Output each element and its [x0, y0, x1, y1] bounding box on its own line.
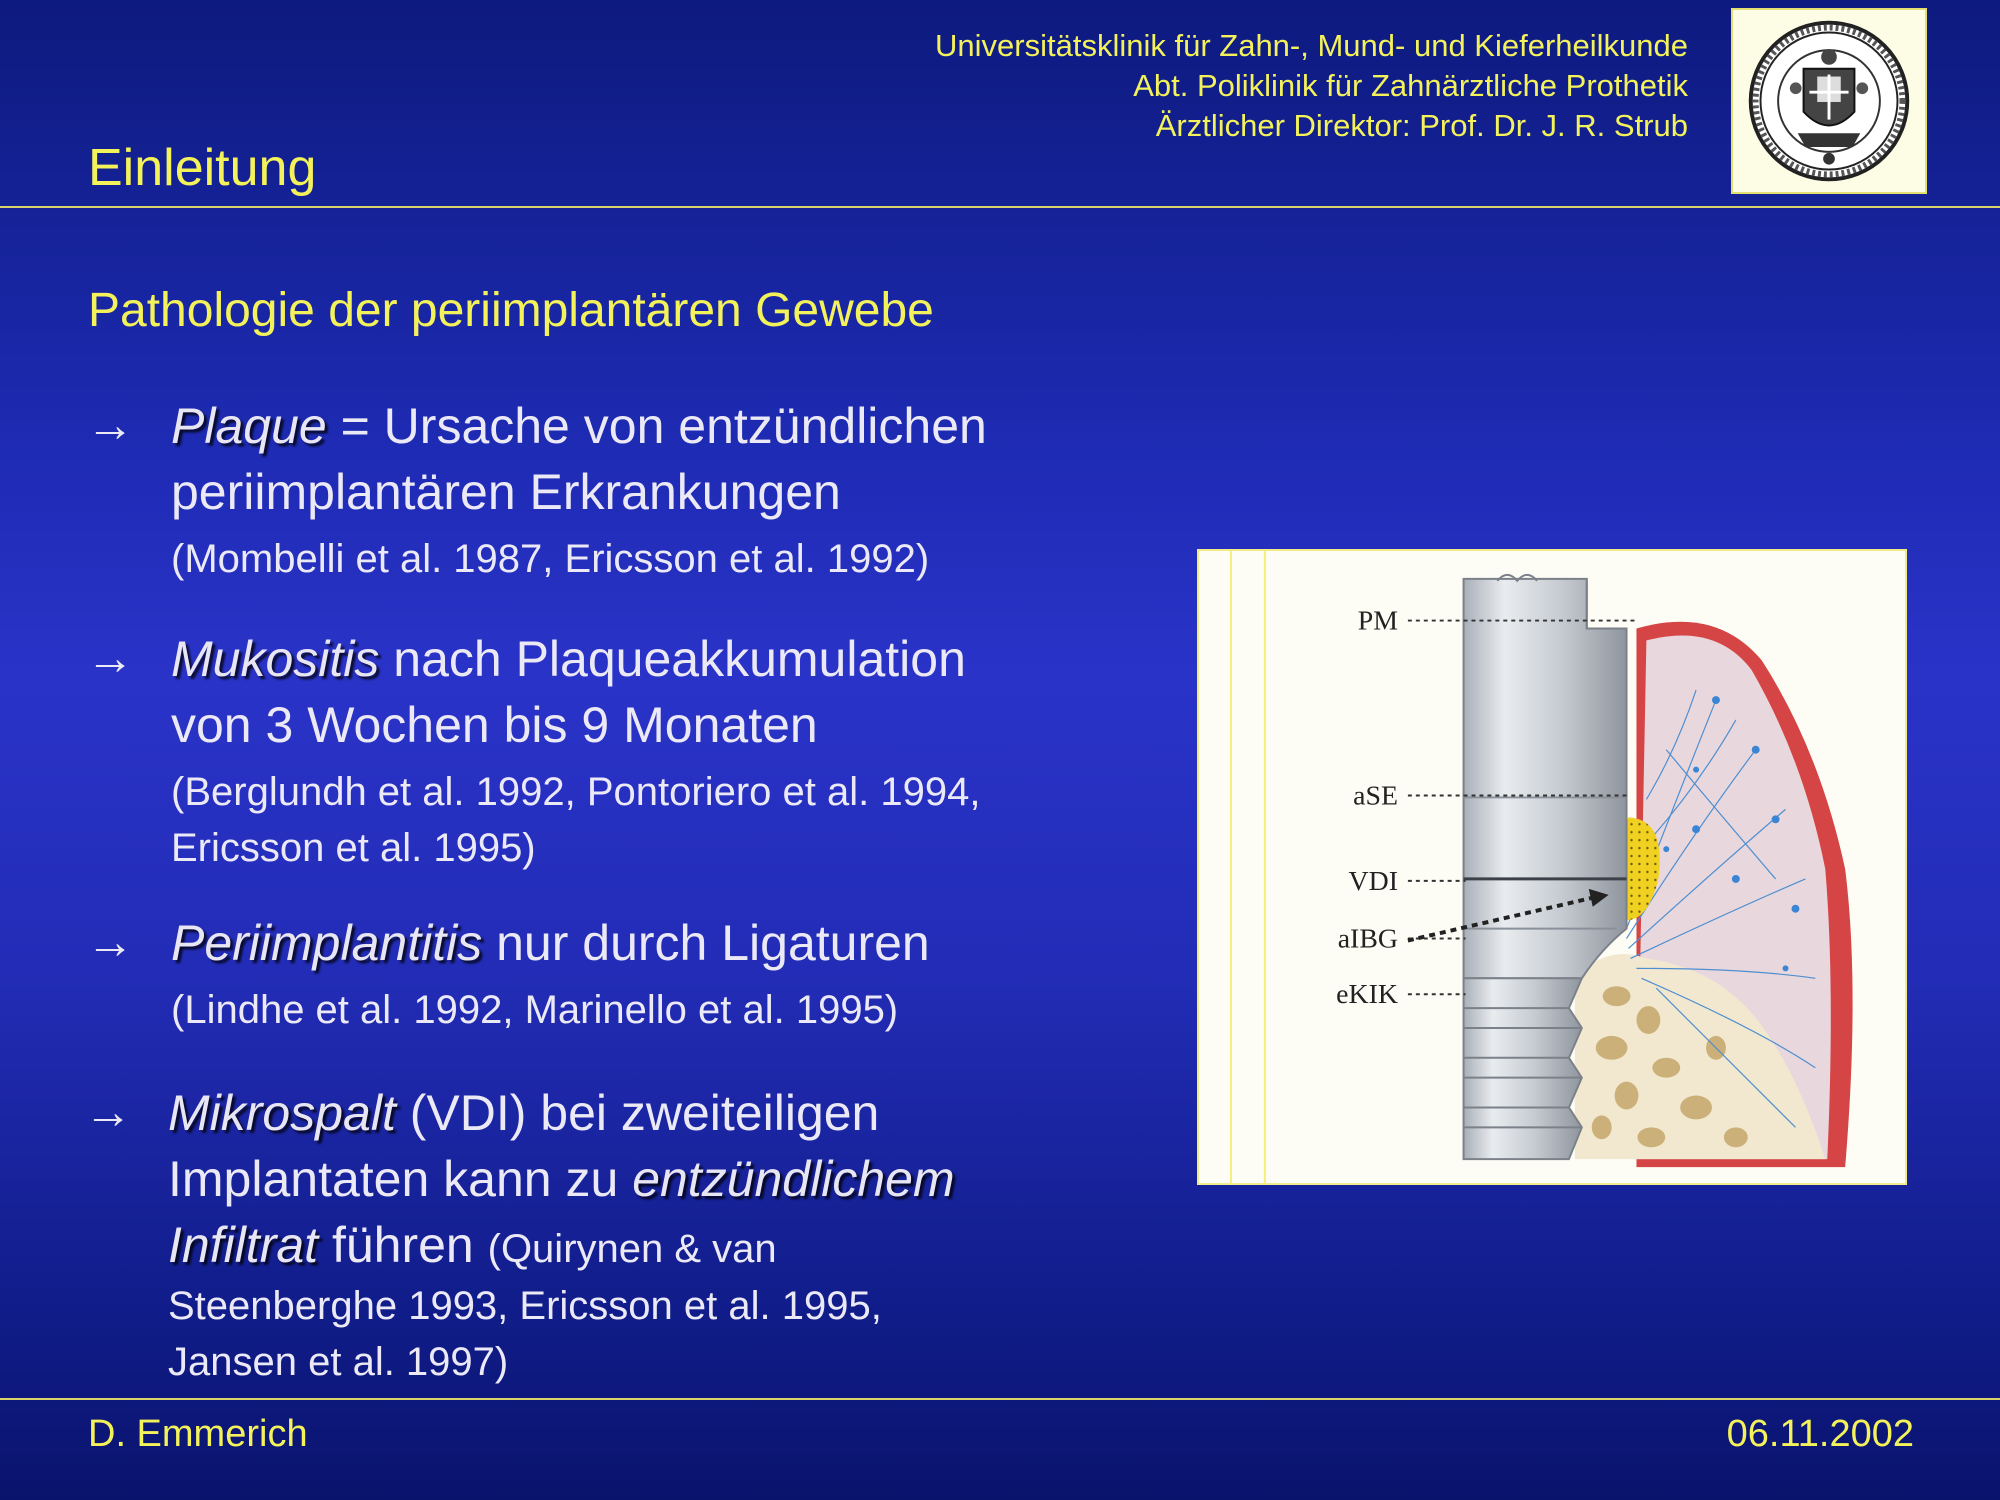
bullet-text [171, 910, 1191, 1038]
bullet-line [171, 910, 1191, 976]
keyword: Plaque [171, 398, 327, 454]
reference: (Mombelli et al. 1987, Ericsson et al. 1992) [171, 537, 930, 581]
university-seal-logo [1731, 8, 1927, 194]
bullet-text [168, 1080, 1188, 1390]
bullet-line: von 3 Wochen bis 9 Monaten [171, 697, 818, 753]
label-vdi: VDI [1348, 865, 1398, 897]
bullet-line [168, 1212, 1188, 1278]
arrow-icon: → [84, 1086, 132, 1139]
arrow-icon: → [86, 632, 134, 685]
reference: (Lindhe et al. 1992, Marinello et al. 1995) [171, 988, 899, 1032]
reference: (Berglundh et al. 1992, Pontoriero et al. 1994, [171, 770, 981, 814]
keyword: Mukositis [171, 631, 380, 687]
bullet-line-rest: nur durch Ligaturen [482, 915, 930, 971]
institution-header [935, 26, 1688, 146]
footer-divider [0, 1398, 2000, 1400]
keyword: Periimplantitis [171, 915, 483, 971]
bullet-line [171, 393, 1191, 459]
label-ekik: eKIK [1336, 979, 1398, 1011]
bullet-line: periimplantären Erkrankungen [171, 464, 841, 520]
arrow-icon: → [86, 916, 134, 969]
footer-date: 06.11.2002 [1726, 1413, 1914, 1455]
bullet-line [171, 626, 1191, 692]
bullet-line-rest: führen [318, 1217, 488, 1273]
bullet-line [168, 1080, 1188, 1146]
label-pm: PM [1357, 605, 1398, 637]
keyword: Mikrospalt [168, 1085, 396, 1141]
bullet-line-rest: (VDI) bei zweiteiligen [395, 1085, 880, 1141]
bullet-line-rest: nach Plaqueakkumulation [379, 631, 966, 687]
footer-author: D. Emmerich [88, 1413, 308, 1455]
implant-diagram [1197, 549, 1907, 1185]
director-line: Ärztlicher Direktor: Prof. Dr. J. R. Strub [1155, 108, 1688, 143]
seal-icon [1733, 10, 1925, 192]
bullet-text [171, 393, 1191, 587]
institution-line: Universitätsklinik für Zahn-, Mund- und Kieferheilkunde [935, 28, 1688, 63]
reference: Steenberghe 1993, Ericsson et al. 1995, [168, 1284, 882, 1328]
reference: Ericsson et al. 1995) [171, 826, 536, 870]
label-ase: aSE [1353, 780, 1398, 812]
implant-cross-section-illustration [1199, 551, 1905, 1183]
section-title: Einleitung [88, 139, 317, 197]
keyword: entzündlichem [632, 1151, 955, 1207]
bullet-line-text: Implantaten kann zu [168, 1151, 633, 1207]
reference: (Quirynen & van [487, 1227, 777, 1271]
slide-subtitle: Pathologie der periimplantären Gewebe [88, 284, 934, 337]
arrow-icon: → [86, 399, 134, 452]
reference: Jansen et al. 1997) [168, 1340, 509, 1384]
bullet-text [171, 626, 1191, 876]
header-divider [0, 206, 2000, 208]
department-line: Abt. Poliklinik für Zahnärztliche Prothetik [1133, 68, 1688, 103]
bullet-line-rest: = Ursache von entzündlichen [326, 398, 987, 454]
label-aibg: aIBG [1337, 923, 1398, 955]
bullet-line [168, 1146, 1188, 1212]
keyword: Infiltrat [168, 1217, 319, 1273]
